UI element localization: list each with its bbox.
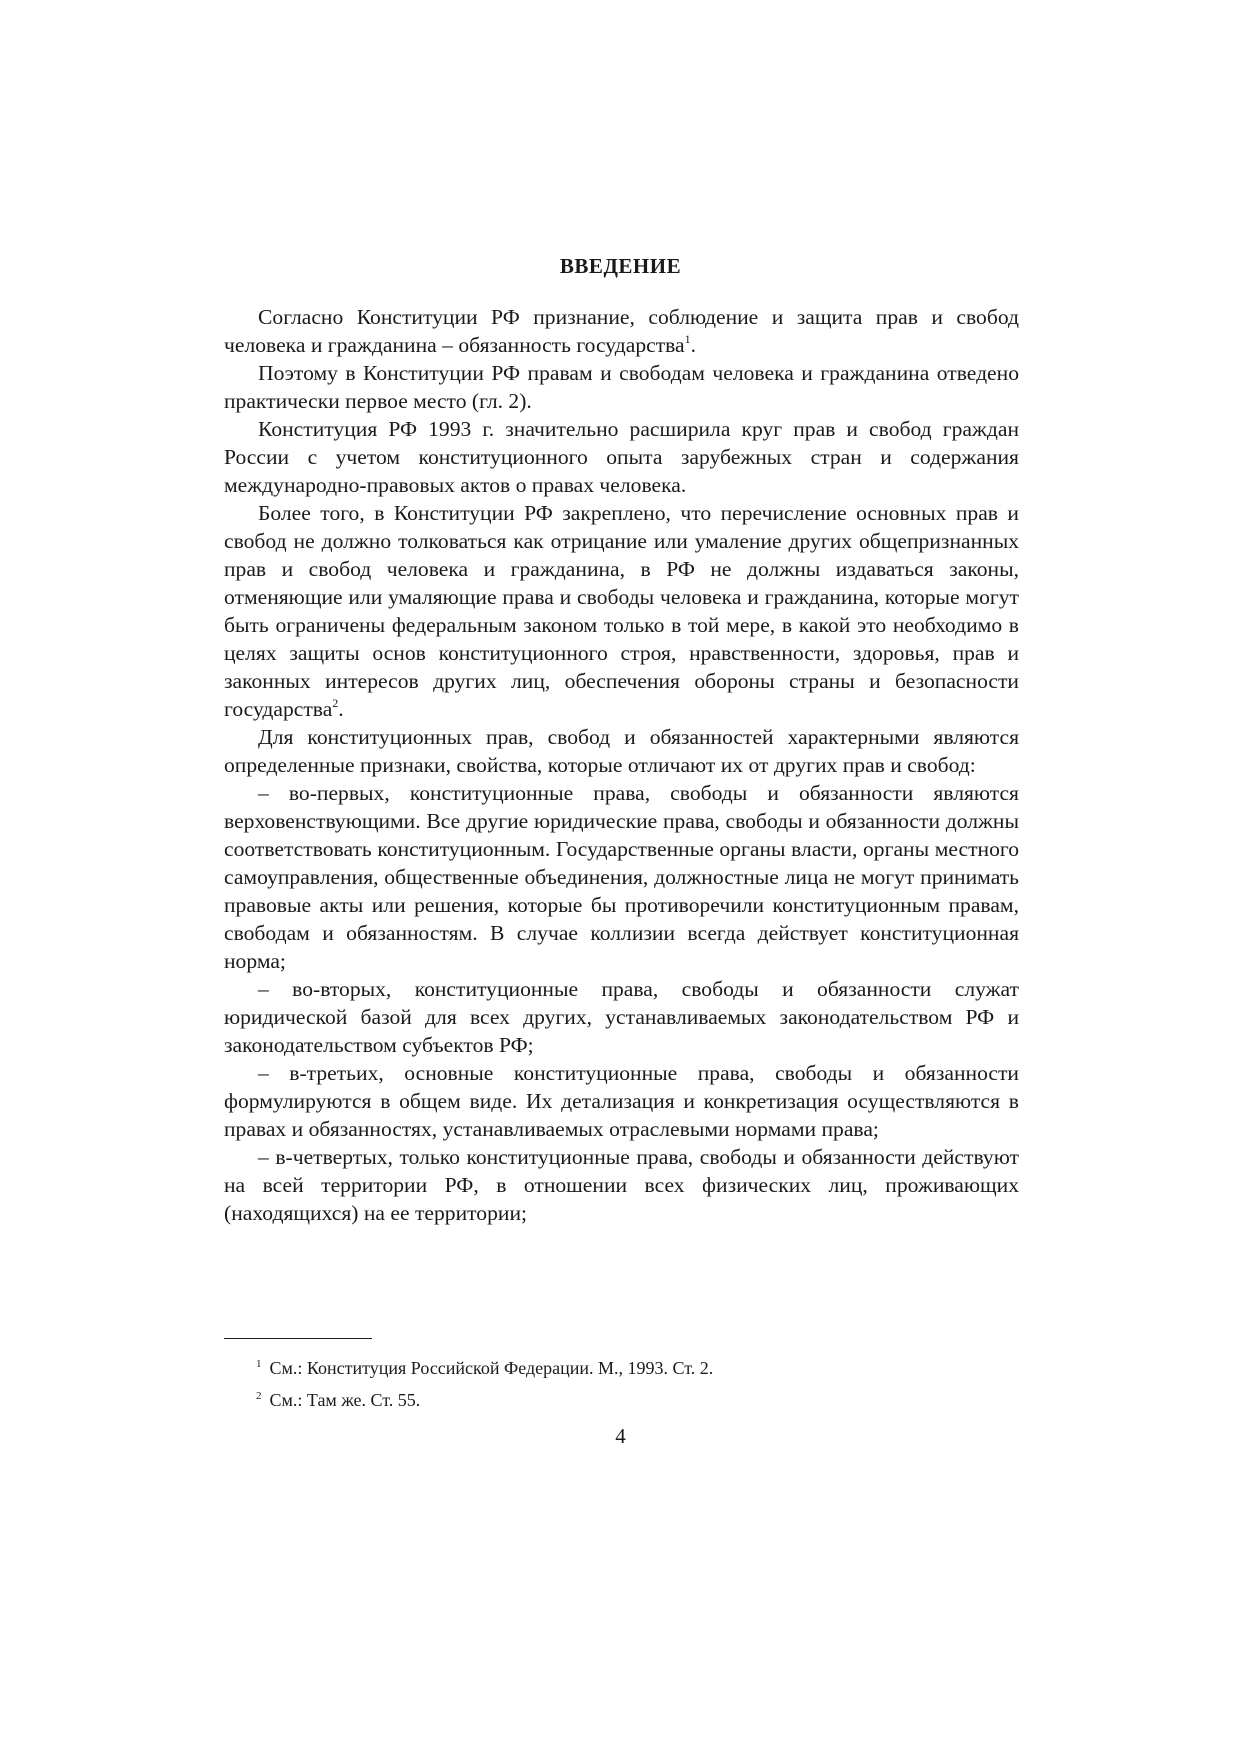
- paragraph: Конституция РФ 1993 г. значительно расширила круг прав и свобод граждан России с учетом конституционного опыта зарубежных стран и содержания международно-правовых актов о правах человека.: [224, 417, 1019, 497]
- footnote: [256, 1382, 1016, 1414]
- paragraph: [224, 303, 1019, 359]
- page-number: 4: [615, 1424, 626, 1448]
- body-text: [224, 303, 1019, 1227]
- footnote-number: 2: [256, 1390, 262, 1402]
- section-heading: ВВЕДЕНИЕ: [559, 254, 682, 278]
- paragraph: [224, 499, 1019, 723]
- footnote-divider: [224, 1338, 372, 1339]
- list-item: – во-вторых, конституционные права, свободы и обязанности служат юридической базой для всех других, устанавливаемых законодательством РФ и законодательством субъектов РФ;: [224, 977, 1019, 1057]
- footnote-ref-2: 2: [332, 696, 339, 710]
- footnote-text: См.: Там же. Ст. 55.: [269, 1390, 421, 1410]
- footnote-text: См.: Конституция Российской Федерации. М., 1993. Ст. 2.: [269, 1358, 714, 1378]
- paragraph-tail: .: [690, 333, 697, 357]
- paragraph-text: Более того, в Конституции РФ закреплено, что перечисление основных прав и свобод не должно толковаться как отрицание или умаление других общепризнанных прав и свобод человека и гражданина, в РФ не должны издаваться законы, отменяющие или умаляющие права и свободы человека и гражданина, которые могут быть ограничены федеральным законом только в той мере, в какой это необходимо в целях защиты основ конституционного строя, нравственности, здоровья, прав и законных интересов других лиц, обеспечения обороны страны и безопасности государства: [224, 501, 1019, 721]
- list-item: – в-четвертых, только конституционные права, свободы и обязанности действуют на всей территории РФ, в отношении всех физических лиц, проживающих (находящихся) на ее территории;: [224, 1145, 1019, 1225]
- list-item: – в-третьих, основные конституционные права, свободы и обязанности формулируются в общем виде. Их детализация и конкретизация осуществляются в правах и обязанностях, устанавливаемых отраслевыми нормами права;: [224, 1061, 1019, 1141]
- paragraph-tail: .: [338, 697, 344, 721]
- footnote-number: 1: [256, 1358, 262, 1370]
- paragraph: Поэтому в Конституции РФ правам и свободам человека и гражданина отведено практически первое место (гл. 2).: [224, 361, 1019, 413]
- paragraph-text: Согласно Конституции РФ признание, соблюдение и защита прав и свобод человека и гражданина – обязанность государства: [224, 305, 1019, 357]
- footnote: [256, 1350, 1016, 1382]
- footnote-ref-1: 1: [684, 332, 691, 346]
- paragraph: Для конституционных прав, свобод и обязанностей характерными являются определенные признаки, свойства, которые отличают их от других прав и свобод:: [224, 725, 1019, 777]
- footnotes: [256, 1350, 1016, 1414]
- list-item: – во-первых, конституционные права, свободы и обязанности являются верховенствующими. Все другие юридические права, свободы и обязанности должны соответствовать конституционным. Государственные органы власти, органы местного самоуправления, общественные объединения, должностные лица не могут принимать правовые акты или решения, которые бы противоречили конституционным правам, свободам и обязанностям. В случае коллизии всегда действует конституционная норма;: [224, 781, 1019, 973]
